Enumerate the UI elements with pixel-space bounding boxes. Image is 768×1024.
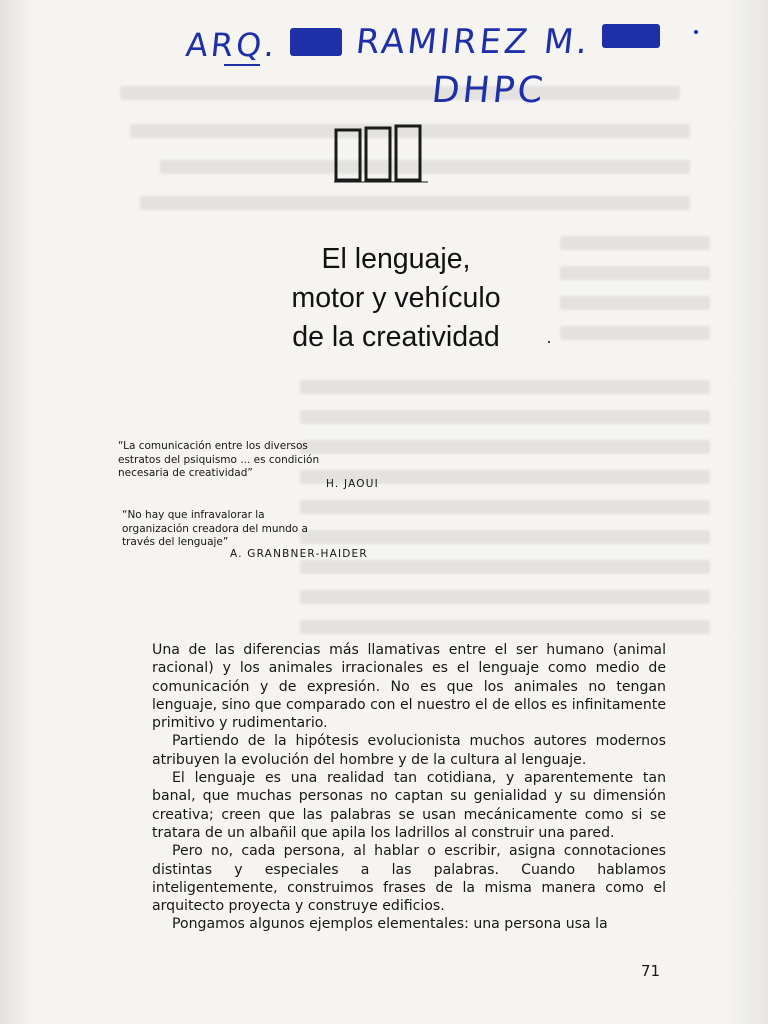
quote-line: “La comunicación entre los diversos (118, 440, 308, 452)
paragraph: El lenguaje es una realidad tan cotidiana, y aparentemente tan banal, que muchas personas no captan su genialidad y su dimensión creativa; creen que las palabras se usan mecánicamente como si se tratara de un albañil que apila los ladrillos al construir una pared. (152, 770, 666, 841)
chapter-title (246, 240, 546, 357)
chapter-title-line: motor y vehículo (291, 282, 501, 314)
quote-line: estratos del psiquismo ... es condición (118, 453, 320, 466)
paragraph: Una de las diferencias más llamativas entre el ser humano (animal racional) y los animales irracionales es el lenguaje como medio de comunicación y de expresión. No es que los animales no tengan lenguaje, sino que comparado con el nuestro el de ellos es infinitamente primitivo y rudimentario. (152, 642, 666, 732)
chapter-title-line: de la creatividad (292, 321, 500, 353)
quote-line: “No hay que infravalorar la (122, 509, 265, 521)
ink-redaction-mark (602, 24, 660, 48)
paragraph: Pero no, cada persona, al hablar o escribir, asigna connotaciones distintas y especiales a las palabras. Cuando hablamos inteligentemente, construimos frases de la misma manera como el arquitecto proyecta y construye edificios. (152, 843, 666, 915)
quote-line: organización creadora del mundo a (122, 522, 308, 535)
body-text (152, 641, 666, 934)
epigraph-quote-1 (118, 440, 319, 481)
handwritten-underline (224, 64, 260, 66)
chapter-title-line: El lenguaje, (321, 243, 471, 275)
title-mark: · (546, 332, 552, 352)
chapter-logo-icon (334, 124, 434, 186)
quote-line: través del lenguaje” (122, 536, 229, 548)
paragraph: Partiendo de la hipótesis evolucionista muchos autores modernos atribuyen la evolución del hombre y de la cultura al lenguaje. (152, 733, 666, 768)
quote-line: necesaria de creatividad” (118, 467, 253, 479)
paragraph: Pongamos algunos ejemplos elementales: una persona usa la (172, 916, 608, 933)
ink-dot (694, 30, 698, 34)
ink-redaction-mark (290, 28, 342, 56)
handwritten-annotation-line2: DHPC (429, 70, 548, 111)
epigraph-author-2: A. GRANBNER-HAIDER (230, 548, 368, 560)
handwritten-annotation-line1-left: ARQ. (184, 26, 280, 64)
page-number: 71 (641, 962, 661, 980)
epigraph-author-1: H. JAOUI (326, 478, 379, 490)
epigraph-quote-2 (122, 509, 308, 550)
handwritten-annotation-line1-right: RAMIREZ M. (353, 22, 593, 62)
